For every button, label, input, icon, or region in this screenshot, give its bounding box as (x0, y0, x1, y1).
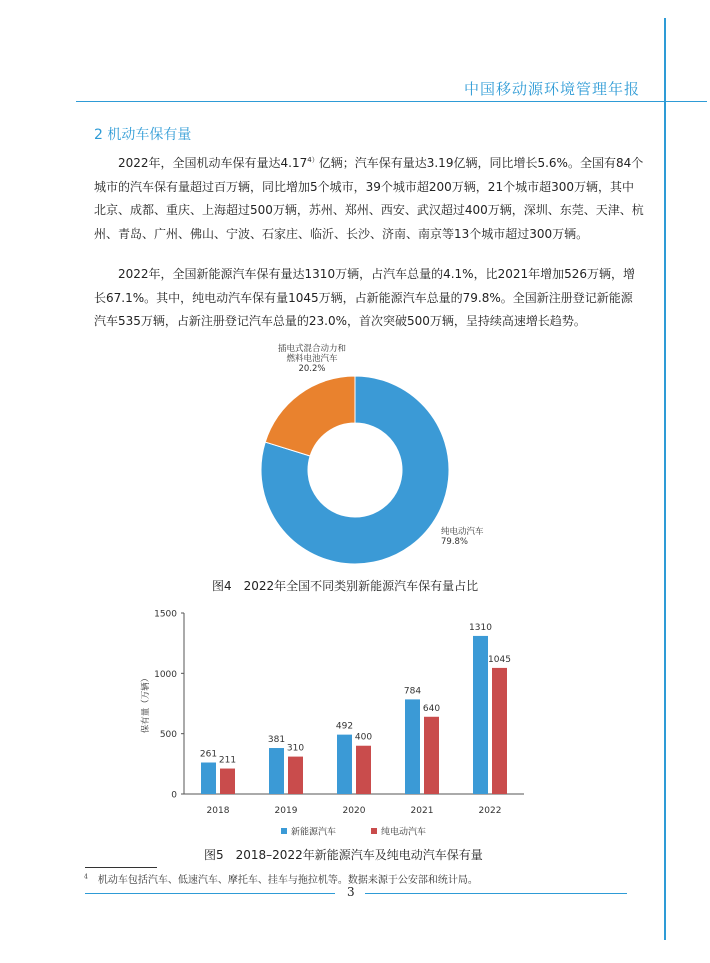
bar-新能源汽车-2021 (405, 699, 420, 794)
bar-value-label-1-2: 400 (354, 732, 373, 743)
bar-value-label-1-1: 310 (286, 743, 305, 754)
donut-label-0: 纯电动汽车 79.8% (441, 527, 484, 547)
bar-新能源汽车-2020 (337, 735, 352, 794)
bar-新能源汽车-2022 (473, 636, 488, 794)
bar-新能源汽车-2018 (201, 763, 216, 794)
page-rule-left (85, 893, 335, 894)
bar-纯电动汽车-2022 (492, 668, 507, 794)
footnote-ref: 4） (307, 156, 319, 164)
bar-纯电动汽车-2018 (220, 769, 235, 794)
x-tick-label-3: 2021 (410, 806, 434, 816)
bar-value-label-1-0: 211 (218, 755, 237, 766)
y-tick-label-2: 1000 (154, 669, 177, 680)
y-tick-label-0: 0 (171, 790, 177, 801)
bar-新能源汽车-2019 (269, 748, 284, 794)
bar-value-label-1-4: 1045 (488, 654, 511, 665)
footnote (84, 871, 478, 886)
x-tick-label-1: 2019 (274, 806, 298, 816)
bar-value-label-0-3: 784 (403, 686, 422, 697)
x-tick-label-2: 2020 (342, 806, 366, 816)
legend-label-1: 纯电动汽车 (381, 827, 427, 838)
legend-swatch-0 (281, 828, 287, 834)
y-axis-label: 保有量（万辆） (141, 673, 151, 734)
x-tick-label-4: 2022 (478, 806, 502, 816)
bar-value-label-0-2: 492 (335, 721, 354, 732)
y-tick-label-1: 500 (159, 730, 177, 741)
page-rule-right (365, 893, 627, 894)
bar-value-label-1-3: 640 (422, 703, 441, 714)
figure5-caption: 图5 2018–2022年新能源汽车及纯电动汽车保有量 (204, 848, 483, 862)
footnote-text: 机动车包括汽车、低速汽车、摩托车、挂车与拖拉机等。数据来源于公安部和统计局。 (97, 875, 478, 886)
section-title: 2 机动车保有量 (94, 127, 192, 143)
bar-纯电动汽车-2019 (288, 757, 303, 794)
donut-label-1: 插电式混合动力和燃料电池汽车 20.2% (277, 344, 347, 374)
paragraph-text: 2022年，全国机动车保有量达4.17 (118, 156, 308, 170)
x-tick-label-0: 2018 (206, 806, 230, 816)
bar-纯电动汽车-2021 (424, 717, 439, 794)
bar-value-label-0-4: 1310 (469, 622, 492, 633)
figure4-caption: 图4 2022年全国不同类别新能源汽车保有量占比 (212, 579, 479, 593)
bar-value-label-0-0: 261 (199, 749, 218, 760)
footnote-mark: 4 (84, 873, 88, 881)
legend-swatch-1 (371, 828, 377, 834)
legend-label-0: 新能源汽车 (291, 827, 337, 838)
bar-value-label-0-1: 381 (267, 735, 286, 746)
bar-纯电动汽车-2020 (356, 746, 371, 794)
y-tick-label-3: 1500 (154, 609, 177, 620)
paragraph-nev-ownership: 2022年，全国新能源汽车保有量达1310万辆，占汽车总量的4.1%，比2021年增加526万辆，增长67.1%。其中，纯电动汽车保有量1045万辆，占新能源汽车总量的79.8%。全国新注册登记新能源汽车535万辆，占新注册登记汽车总量的23.0%，首次突破500万辆，呈持续高速增长趋势。 (94, 267, 636, 328)
page-number: 3 (347, 885, 355, 899)
footnote-rule (85, 867, 157, 868)
report-header-title: 中国移动源环境管理年报 (463, 80, 640, 98)
paragraph-text: 亿辆；汽车保有量达3.19亿辆，同比增长5.6%。全国有84个城市的汽车保有量超过百万辆，同比增加5个城市，39个城市超200万辆，21个城市超300万辆，其中北京、成都、重庆、上海超过500万辆，苏州、郑州、西安、武汉超过400万辆，深圳、东莞、天津、杭州、青岛、广州、佛山、宁波、石家庄、临沂、长沙、济南、南京等13个城市超过300万辆。 (94, 156, 644, 241)
